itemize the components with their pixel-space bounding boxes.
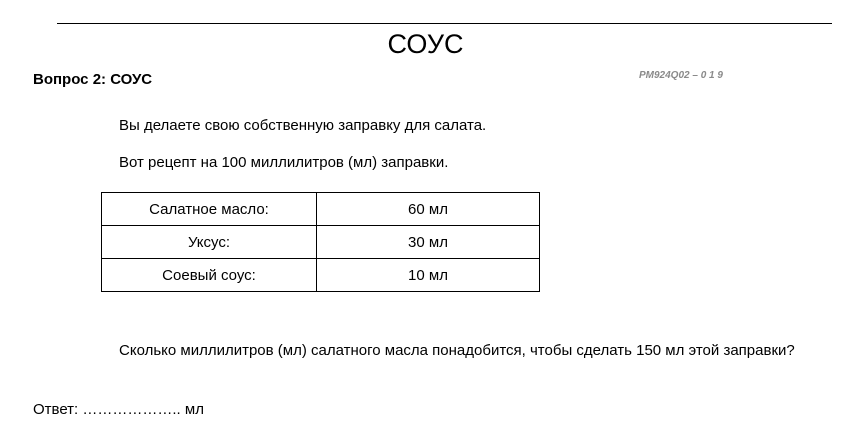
question-heading: Вопрос 2: СОУС	[33, 71, 153, 88]
amount-cell: 60 мл	[317, 193, 540, 226]
amount-cell: 10 мл	[317, 259, 540, 292]
page-title: СОУС	[387, 29, 464, 59]
ingredient-cell: Соевый соус:	[102, 259, 317, 292]
amount-cell: 30 мл	[317, 226, 540, 259]
intro-paragraph-2: Вот рецепт на 100 миллилитров (мл) заправки.	[119, 154, 449, 171]
intro-paragraph-1: Вы делаете свою собственную заправку для салата.	[119, 117, 487, 134]
question-code: PM924Q02 – 0 1 9	[639, 70, 723, 81]
table-row	[102, 259, 540, 292]
answer-line: Ответ: ……………….. мл	[33, 401, 204, 418]
question-prompt: Сколько миллилитров (мл) салатного масла понадобится, чтобы сделать 150 мл этой заправки?	[119, 342, 795, 359]
ingredient-cell: Салатное масло:	[102, 193, 317, 226]
ingredient-cell: Уксус:	[102, 226, 317, 259]
table-row	[102, 226, 540, 259]
table-row	[102, 193, 540, 226]
top-rule	[57, 23, 832, 24]
recipe-table	[101, 192, 540, 292]
